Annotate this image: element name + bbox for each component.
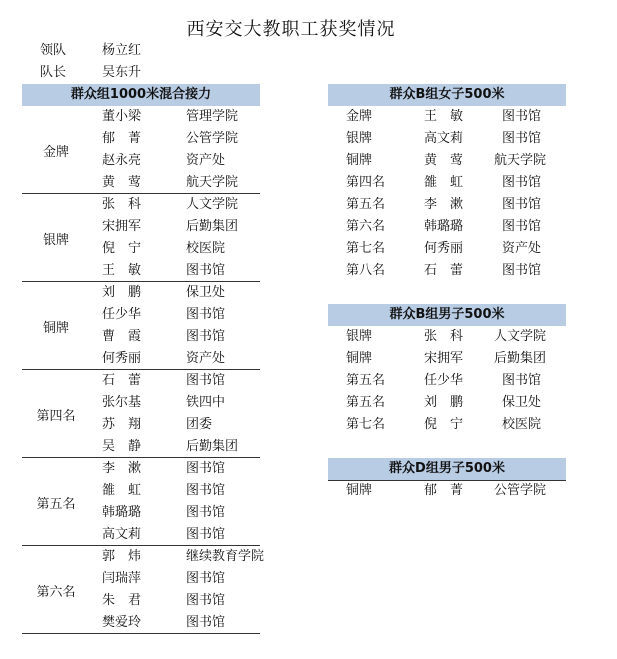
- event-member-unit: 校医院: [502, 417, 542, 432]
- relay-member-name: 樊爱玲: [102, 615, 142, 630]
- relay-member-name: 董小梁: [102, 109, 142, 124]
- event-member-unit: 图书馆: [502, 131, 542, 146]
- relay-member-unit: 图书馆: [186, 615, 226, 630]
- relay-member-name: 石 蕾: [102, 373, 142, 388]
- team-role-label: 领队: [40, 43, 67, 58]
- relay-member-unit: 图书馆: [186, 307, 226, 322]
- event-member-name: 黄 莺: [424, 153, 464, 168]
- relay-rank: 银牌: [42, 233, 69, 248]
- relay-member-unit: 资产处: [186, 153, 226, 168]
- event-member-name: 任少华: [424, 373, 464, 388]
- relay-rank: 第五名: [36, 497, 76, 512]
- relay-member-unit: 图书馆: [186, 373, 226, 388]
- event-rank: 金牌: [346, 109, 373, 124]
- event-divider: [328, 480, 566, 481]
- event-member-name: 宋拥军: [424, 351, 464, 366]
- event-member-name: 高文莉: [424, 131, 464, 146]
- event-header: 群众B组女子500米: [328, 84, 566, 106]
- event-member-name: 王 敏: [424, 109, 464, 124]
- event-rank: 第四名: [346, 175, 386, 190]
- relay-member-name: 郁 菁: [102, 131, 142, 146]
- event-member-unit: 图书馆: [502, 197, 542, 212]
- relay-rank: 铜牌: [42, 321, 69, 336]
- relay-member-unit: 图书馆: [186, 263, 226, 278]
- event-rank: 第八名: [346, 263, 386, 278]
- relay-member-unit: 图书馆: [186, 329, 226, 344]
- team-role-label: 队长: [40, 65, 67, 80]
- event-member-name: 何秀丽: [424, 241, 464, 256]
- event-member-unit: 人文学院: [494, 329, 547, 344]
- relay-member-name: 韩璐璐: [102, 505, 142, 520]
- relay-member-unit: 人文学院: [186, 197, 239, 212]
- relay-member-name: 朱 君: [102, 593, 142, 608]
- event-rank: 第五名: [346, 395, 386, 410]
- relay-member-name: 何秀丽: [102, 351, 142, 366]
- event-rank: 第七名: [346, 241, 386, 256]
- relay-member-unit: 图书馆: [186, 571, 226, 586]
- event-member-unit: 图书馆: [502, 109, 542, 124]
- relay-member-unit: 管理学院: [186, 109, 239, 124]
- relay-member-unit: 校医院: [186, 241, 226, 256]
- relay-member-unit: 继续教育学院: [186, 549, 265, 564]
- relay-member-name: 高文莉: [102, 527, 142, 542]
- relay-member-unit: 团委: [186, 417, 213, 432]
- relay-member-name: 苏 翔: [102, 417, 142, 432]
- event-rank: 银牌: [346, 131, 373, 146]
- page-title: 西安交大教职工获奖情况: [186, 19, 396, 40]
- team-member-name: 吴东升: [102, 65, 142, 80]
- event-rank: 第五名: [346, 373, 386, 388]
- relay-member-unit: 图书馆: [186, 527, 226, 542]
- relay-member-name: 闫瑞萍: [102, 571, 142, 586]
- event-member-unit: 资产处: [502, 241, 542, 256]
- event-member-unit: 公管学院: [494, 483, 547, 498]
- event-member-unit: 保卫处: [502, 395, 542, 410]
- event-rank: 铜牌: [346, 153, 373, 168]
- team-member-name: 杨立红: [102, 43, 142, 58]
- relay-member-name: 赵永亮: [102, 153, 142, 168]
- relay-member-name: 任少华: [102, 307, 142, 322]
- relay-member-name: 吴 静: [102, 439, 142, 454]
- relay-member-unit: 后勤集团: [186, 219, 239, 234]
- group-divider: [22, 633, 260, 634]
- relay-member-unit: 图书馆: [186, 593, 226, 608]
- relay-member-name: 张 科: [102, 197, 142, 212]
- event-member-unit: 图书馆: [502, 263, 542, 278]
- event-rank: 铜牌: [346, 351, 373, 366]
- event-rank: 银牌: [346, 329, 373, 344]
- event-rank: 铜牌: [346, 483, 373, 498]
- event-member-unit: 后勤集团: [494, 351, 547, 366]
- relay-member-name: 倪 宁: [102, 241, 142, 256]
- event-header: 群众B组男子500米: [328, 304, 566, 326]
- relay-member-name: 张尔基: [102, 395, 142, 410]
- event-member-unit: 航天学院: [494, 153, 547, 168]
- relay-member-name: 曹 霞: [102, 329, 142, 344]
- relay-member-unit: 图书馆: [186, 483, 226, 498]
- relay-member-name: 雒 虹: [102, 483, 142, 498]
- relay-member-unit: 图书馆: [186, 461, 226, 476]
- event-rank: 第七名: [346, 417, 386, 432]
- relay-member-unit: 资产处: [186, 351, 226, 366]
- relay-rank: 金牌: [42, 145, 69, 160]
- relay-member-unit: 公管学院: [186, 131, 239, 146]
- event-member-name: 刘 鹏: [424, 395, 464, 410]
- relay-member-name: 李 漱: [102, 461, 142, 476]
- event-member-unit: 图书馆: [502, 219, 542, 234]
- relay-rank: 第四名: [36, 409, 76, 424]
- relay-member-name: 宋拥军: [102, 219, 142, 234]
- event-member-name: 郁 菁: [424, 483, 464, 498]
- relay-member-unit: 铁四中: [186, 395, 226, 410]
- relay-member-unit: 后勤集团: [186, 439, 239, 454]
- relay-member-unit: 航天学院: [186, 175, 239, 190]
- relay-member-name: 王 敏: [102, 263, 142, 278]
- relay-member-name: 刘 鹏: [102, 285, 142, 300]
- event-member-unit: 图书馆: [502, 175, 542, 190]
- relay-member-name: 郭 炜: [102, 549, 142, 564]
- event-rank: 第五名: [346, 197, 386, 212]
- event-member-name: 李 漱: [424, 197, 464, 212]
- event-member-name: 倪 宁: [424, 417, 464, 432]
- event-rank: 第六名: [346, 219, 386, 234]
- relay-member-name: 黄 莺: [102, 175, 142, 190]
- event-member-name: 韩璐璐: [424, 219, 464, 234]
- event-member-name: 雒 虹: [424, 175, 464, 190]
- relay-member-unit: 图书馆: [186, 505, 226, 520]
- event-member-unit: 图书馆: [502, 373, 542, 388]
- relay-rank: 第六名: [36, 585, 76, 600]
- relay-member-unit: 保卫处: [186, 285, 226, 300]
- relay-header: 群众组1000米混合接力: [22, 84, 260, 106]
- event-member-name: 石 蕾: [424, 263, 464, 278]
- event-header: 群众D组男子500米: [328, 458, 566, 480]
- event-member-name: 张 科: [424, 329, 464, 344]
